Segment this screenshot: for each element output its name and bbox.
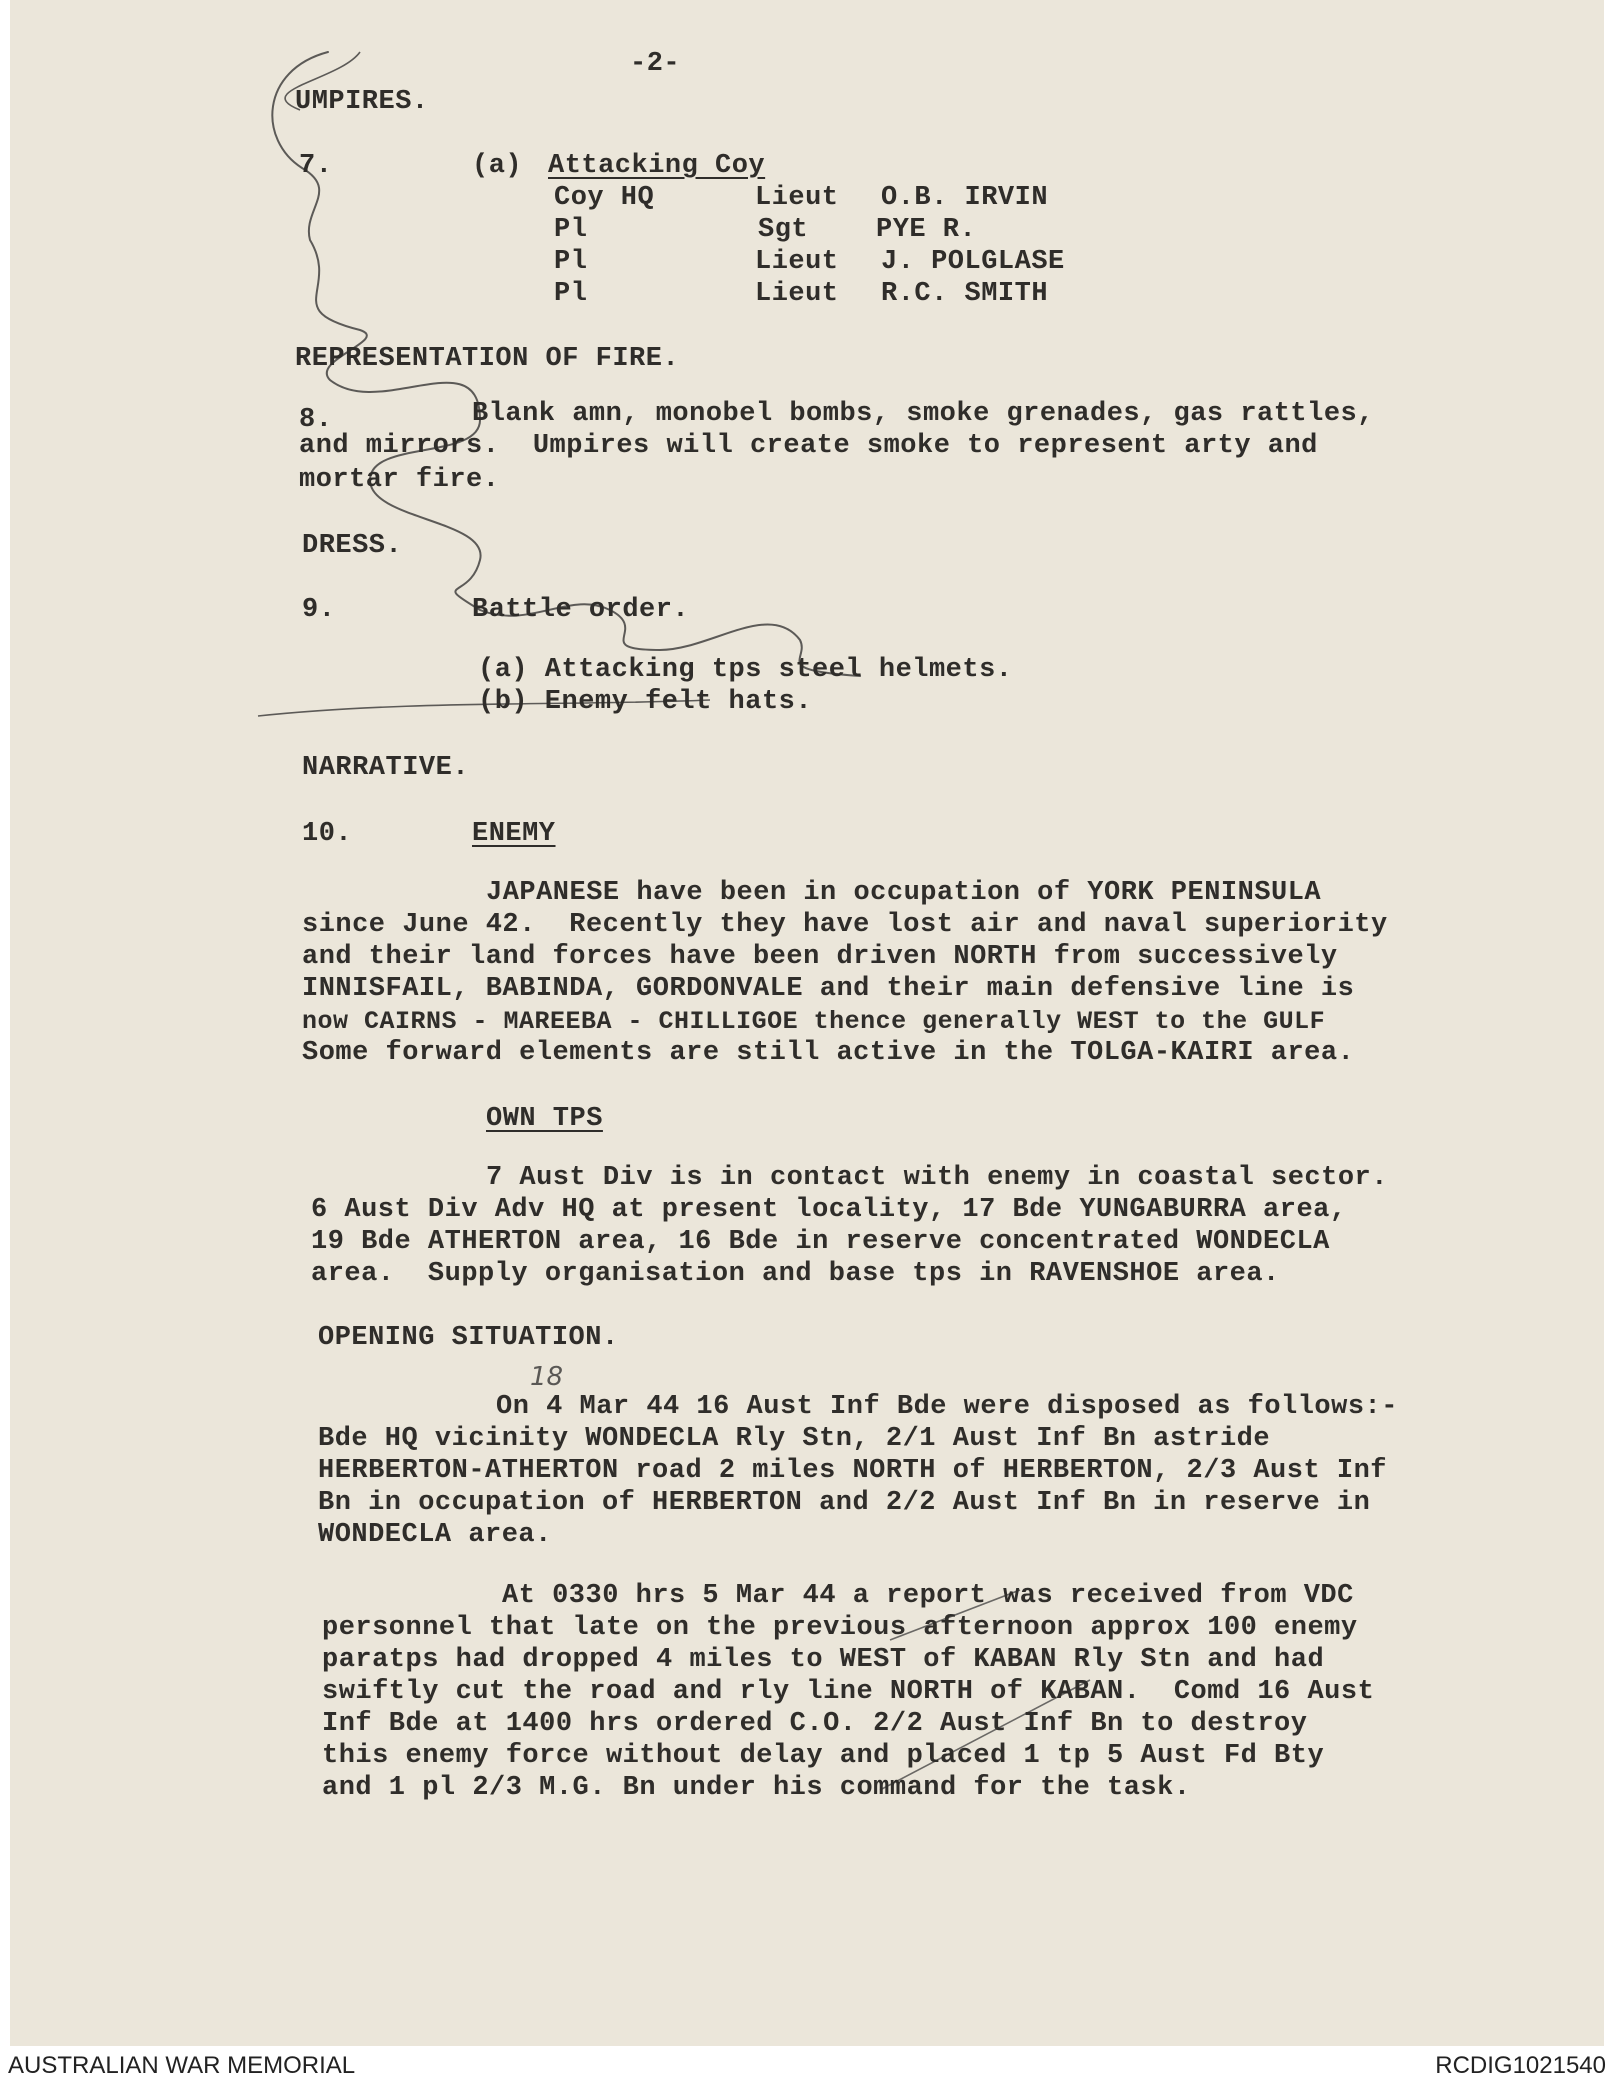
opening-line: Bde HQ vicinity WONDECLA Rly Stn, 2/1 Aust Inf Bn astride <box>318 1424 1271 1454</box>
dress-item: (b) Enemy felt hats. <box>478 687 813 717</box>
own-tps-line: 7 Aust Div is in contact with enemy in coastal sector. <box>486 1163 1388 1193</box>
enemy-heading: ENEMY <box>472 819 556 849</box>
para-10-number: 10. <box>302 819 353 849</box>
para-7-sub-label: (a) <box>472 151 523 181</box>
umpire-rank: Sgt <box>758 215 809 245</box>
dress-intro: Battle order. <box>472 595 690 625</box>
para-9-number: 9. <box>302 595 336 625</box>
own-tps-line: 19 Bde ATHERTON area, 16 Bde in reserve concentrated WONDECLA <box>311 1227 1330 1257</box>
umpire-unit: Pl <box>554 247 588 277</box>
enemy-line: since June 42. Recently they have lost air and naval superiority <box>302 910 1388 940</box>
umpire-rank: Lieut <box>755 247 839 277</box>
opening-line: At 0330 hrs 5 Mar 44 a report was received from VDC <box>502 1581 1354 1611</box>
umpire-unit: Pl <box>554 279 588 309</box>
own-tps-line: 6 Aust Div Adv HQ at present locality, 17 Bde YUNGABURRA area, <box>311 1195 1347 1225</box>
para-7-number: 7. <box>299 151 333 181</box>
dress-item: (a) Attacking tps steel helmets. <box>478 655 1013 685</box>
umpire-name: PYE R. <box>876 215 977 245</box>
umpire-name: R.C. SMITH <box>881 279 1049 309</box>
enemy-line: Some forward elements are still active in the TOLGA-KAIRI area. <box>302 1038 1355 1068</box>
fire-line: Blank amn, monobel bombs, smoke grenades, gas rattles, <box>472 399 1374 429</box>
archive-footer <box>0 2046 1614 2082</box>
opening-line: and 1 pl 2/3 M.G. Bn under his command for the task. <box>322 1773 1191 1803</box>
opening-line: swiftly cut the road and rly line NORTH of KABAN. Comd 16 Aust <box>322 1677 1375 1707</box>
umpire-unit: Coy HQ <box>554 183 655 213</box>
umpire-unit: Pl <box>554 215 588 245</box>
dress-heading: DRESS. <box>302 531 403 561</box>
footer-institution: AUSTRALIAN WAR MEMORIAL <box>8 2052 356 2079</box>
umpire-name: O.B. IRVIN <box>881 183 1049 213</box>
para-8-number: 8. <box>299 405 333 435</box>
opening-line: Bn in occupation of HERBERTON and 2/2 Aust Inf Bn in reserve in <box>318 1488 1371 1518</box>
fire-line: and mirrors. Umpires will create smoke to represent arty and <box>299 431 1318 461</box>
opening-line: On 4 Mar 44 16 Aust Inf Bde were disposed as follows:- <box>496 1392 1398 1422</box>
opening-line: Inf Bde at 1400 hrs ordered C.O. 2/2 Aust Inf Bn to destroy <box>322 1709 1308 1739</box>
opening-line: paratps had dropped 4 miles to WEST of KABAN Rly Stn and had <box>322 1645 1325 1675</box>
enemy-line: and their land forces have been driven NORTH from successively <box>302 942 1338 972</box>
opening-line: personnel that late on the previous afternoon approx 100 enemy <box>322 1613 1358 1643</box>
opening-heading: OPENING SITUATION. <box>318 1323 619 1353</box>
narrative-heading: NARRATIVE. <box>302 753 470 783</box>
opening-line: HERBERTON-ATHERTON road 2 miles NORTH of HERBERTON, 2/3 Aust Inf <box>318 1456 1387 1486</box>
umpires-heading: UMPIRES. <box>295 87 429 117</box>
handwritten-annotation: 18 <box>530 1362 564 1392</box>
umpire-rank: Lieut <box>755 279 839 309</box>
umpire-rank: Lieut <box>755 183 839 213</box>
opening-line: WONDECLA area. <box>318 1520 552 1550</box>
fire-heading: REPRESENTATION OF FIRE. <box>295 344 680 374</box>
enemy-line: JAPANESE have been in occupation of YORK PENINSULA <box>486 878 1322 908</box>
fire-line: mortar fire. <box>299 465 500 495</box>
own-tps-line: area. Supply organisation and base tps in RAVENSHOE area. <box>311 1259 1280 1289</box>
umpire-name: J. POLGLASE <box>881 247 1065 277</box>
own-tps-heading: OWN TPS <box>486 1104 603 1134</box>
document-page <box>10 0 1604 2046</box>
attacking-coy-title: Attacking Coy <box>548 151 766 181</box>
enemy-line: now CAIRNS - MAREEBA - CHILLIGOE thence generally WEST to the GULF <box>302 1007 1326 1036</box>
opening-line: this enemy force without delay and placed 1 tp 5 Aust Fd Bty <box>322 1741 1325 1771</box>
page-number: -2- <box>630 49 681 79</box>
footer-record-id: RCDIG1021540 <box>1435 2052 1606 2079</box>
enemy-line: INNISFAIL, BABINDA, GORDONVALE and their main defensive line is <box>302 974 1355 1004</box>
